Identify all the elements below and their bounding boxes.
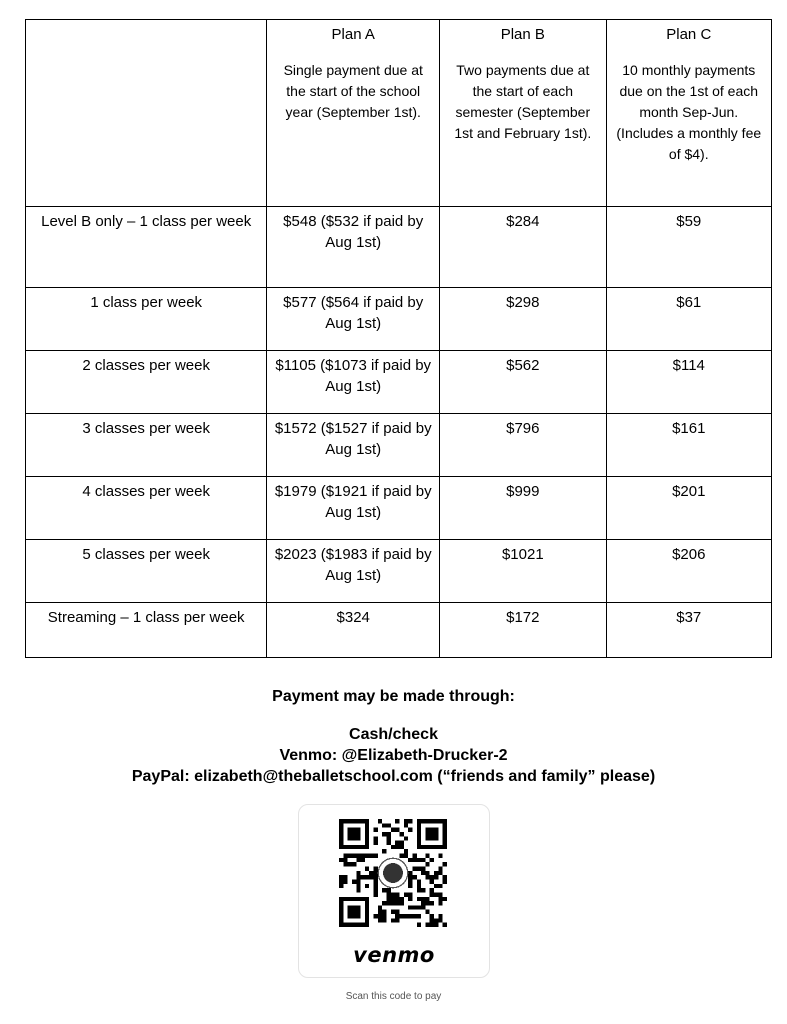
plan-b-price: $796 <box>440 414 606 477</box>
table-row <box>26 477 772 540</box>
plan-b-price: $284 <box>440 207 606 288</box>
table-row <box>26 603 772 658</box>
table-row <box>26 207 772 288</box>
plan-c-price: $61 <box>606 288 771 351</box>
qr-code-icon <box>339 819 447 927</box>
plan-c-header <box>606 20 771 207</box>
plan-b-price: $298 <box>440 288 606 351</box>
plan-c-name: Plan C <box>666 26 712 43</box>
plan-a-price: $1105 ($1073 if paid by Aug 1st) <box>267 351 440 414</box>
plan-b-price: $1021 <box>440 540 606 603</box>
table-row <box>26 414 772 477</box>
plan-a-price: $577 ($564 if paid by Aug 1st) <box>267 288 440 351</box>
row-label: Level B only – 1 class per week <box>26 207 267 288</box>
row-label: 2 classes per week <box>26 351 267 414</box>
plan-a-price: $1572 ($1527 if paid by Aug 1st) <box>267 414 440 477</box>
plan-c-price: $59 <box>606 207 771 288</box>
plan-a-name: Plan A <box>331 26 375 43</box>
plan-b-header <box>440 20 606 207</box>
plan-b-description: Two payments due at the start of each semester (September 1st and February 1st). <box>454 62 592 141</box>
table-row <box>26 288 772 351</box>
row-label: 4 classes per week <box>26 477 267 540</box>
row-label: 1 class per week <box>26 288 267 351</box>
plan-b-price: $999 <box>440 477 606 540</box>
venmo-logo: venmo <box>353 943 435 967</box>
plan-c-description: 10 monthly payments due on the 1st of each month Sep-Jun. (Includes a monthly fee of $4). <box>616 62 762 162</box>
header-empty-cell <box>26 20 267 207</box>
plan-c-price: $37 <box>606 603 771 658</box>
pricing-table <box>25 19 772 658</box>
plan-c-price: $161 <box>606 414 771 477</box>
plan-a-price: $548 ($532 if paid by Aug 1st) <box>267 207 440 288</box>
table-header-row <box>26 20 772 207</box>
plan-c-price: $206 <box>606 540 771 603</box>
table-row <box>26 540 772 603</box>
plan-c-price: $201 <box>606 477 771 540</box>
plan-a-description: Single payment due at the start of the school year (September 1st). <box>283 62 423 120</box>
scan-caption: Scan this code to pay <box>345 991 442 1002</box>
row-label: 3 classes per week <box>26 414 267 477</box>
plan-a-price: $324 <box>267 603 440 658</box>
plan-b-name: Plan B <box>500 26 545 43</box>
plan-b-price: $172 <box>440 603 606 658</box>
row-label: 5 classes per week <box>26 540 267 603</box>
payment-info <box>0 688 787 787</box>
payment-title: Payment may be made through: <box>272 688 515 705</box>
payment-method-venmo: Venmo: @Elizabeth-Drucker-2 <box>279 747 508 764</box>
payment-method-cash: Cash/check <box>349 726 438 743</box>
plan-a-price: $1979 ($1921 if paid by Aug 1st) <box>267 477 440 540</box>
plan-a-price: $2023 ($1983 if paid by Aug 1st) <box>267 540 440 603</box>
plan-a-header <box>267 20 440 207</box>
row-label: Streaming – 1 class per week <box>26 603 267 658</box>
payment-method-paypal: PayPal: elizabeth@theballetschool.com (“friends and family” please) <box>131 768 656 785</box>
venmo-qr-card <box>298 804 490 978</box>
plan-b-price: $562 <box>440 351 606 414</box>
plan-c-price: $114 <box>606 351 771 414</box>
table-row <box>26 351 772 414</box>
